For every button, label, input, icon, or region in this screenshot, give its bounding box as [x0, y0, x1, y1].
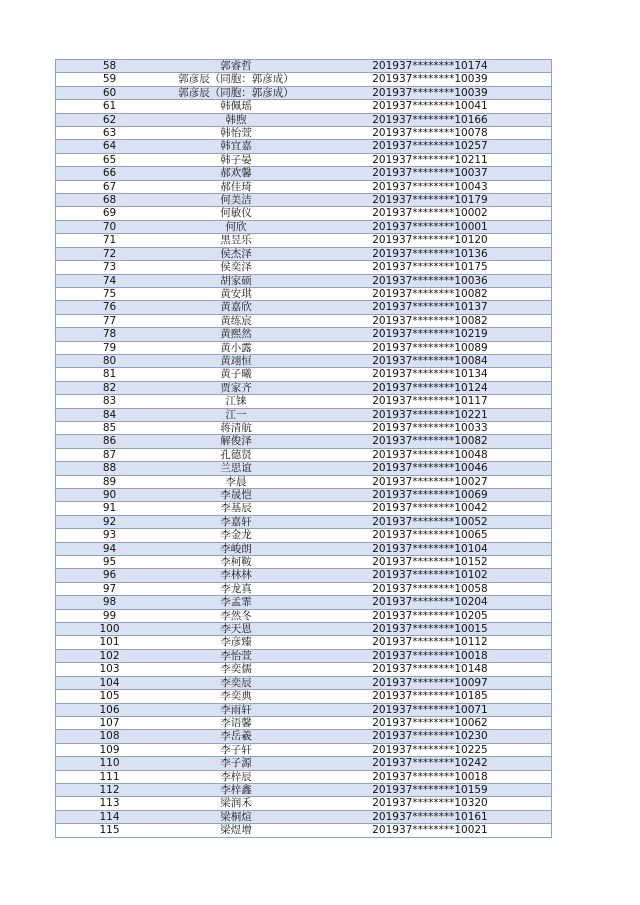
student-id-cell: 201937********10039: [309, 73, 552, 86]
student-name-cell: 李峻朗: [163, 542, 309, 555]
table-row: [56, 529, 552, 542]
row-number-cell: 61: [56, 100, 164, 113]
roster-sheet: [55, 59, 550, 838]
table-row: [56, 341, 552, 354]
student-name-cell: 江铼: [163, 395, 309, 408]
student-id-cell: 201937********10058: [309, 582, 552, 595]
student-id-cell: 201937********10082: [309, 435, 552, 448]
student-name-cell: 郭彦辰（同胞：郭彦成）: [163, 86, 309, 99]
student-name-cell: 李雨轩: [163, 703, 309, 716]
table-row: [56, 354, 552, 367]
table-row: [56, 140, 552, 153]
row-number-cell: 105: [56, 690, 164, 703]
table-row: [56, 234, 552, 247]
row-number-cell: 62: [56, 113, 164, 126]
student-id-cell: 201937********10102: [309, 569, 552, 582]
student-name-cell: 李柯鞍: [163, 556, 309, 569]
student-id-cell: 201937********10052: [309, 515, 552, 528]
row-number-cell: 101: [56, 636, 164, 649]
student-name-cell: 李怡萱: [163, 649, 309, 662]
student-name-cell: 李晨: [163, 475, 309, 488]
student-id-cell: 201937********10039: [309, 86, 552, 99]
student-id-cell: 201937********10148: [309, 663, 552, 676]
student-id-cell: 201937********10002: [309, 207, 552, 220]
table-row: [56, 475, 552, 488]
table-row: [56, 421, 552, 434]
student-id-cell: 201937********10071: [309, 703, 552, 716]
student-name-cell: 侯奕泽: [163, 261, 309, 274]
row-number-cell: 67: [56, 180, 164, 193]
table-row: [56, 757, 552, 770]
row-number-cell: 82: [56, 381, 164, 394]
table-row: [56, 435, 552, 448]
row-number-cell: 93: [56, 529, 164, 542]
row-number-cell: 84: [56, 408, 164, 421]
student-name-cell: 韩子晏: [163, 153, 309, 166]
student-name-cell: 韩佩瑶: [163, 100, 309, 113]
student-id-cell: 201937********10124: [309, 381, 552, 394]
table-row: [56, 730, 552, 743]
student-name-cell: 黄翊恒: [163, 354, 309, 367]
student-name-cell: 李嘉轩: [163, 515, 309, 528]
student-id-cell: 201937********10104: [309, 542, 552, 555]
student-name-cell: 李金龙: [163, 529, 309, 542]
table-row: [56, 743, 552, 756]
student-name-cell: 李奕典: [163, 690, 309, 703]
student-id-cell: 201937********10018: [309, 770, 552, 783]
table-row: [56, 220, 552, 233]
table-row: [56, 180, 552, 193]
student-name-cell: 贾家齐: [163, 381, 309, 394]
table-row: [56, 609, 552, 622]
student-name-cell: 何美洁: [163, 194, 309, 207]
student-name-cell: 李龙真: [163, 582, 309, 595]
student-id-cell: 201937********10082: [309, 314, 552, 327]
student-id-cell: 201937********10021: [309, 824, 552, 837]
student-id-cell: 201937********10159: [309, 783, 552, 796]
row-number-cell: 70: [56, 220, 164, 233]
student-id-cell: 201937********10033: [309, 421, 552, 434]
row-number-cell: 86: [56, 435, 164, 448]
row-number-cell: 102: [56, 649, 164, 662]
student-id-cell: 201937********10037: [309, 167, 552, 180]
row-number-cell: 66: [56, 167, 164, 180]
table-row: [56, 489, 552, 502]
student-name-cell: 李然冬: [163, 609, 309, 622]
row-number-cell: 76: [56, 301, 164, 314]
table-row: [56, 824, 552, 837]
row-number-cell: 97: [56, 582, 164, 595]
table-row: [56, 797, 552, 810]
row-number-cell: 74: [56, 274, 164, 287]
row-number-cell: 59: [56, 73, 164, 86]
table-row: [56, 287, 552, 300]
row-number-cell: 63: [56, 127, 164, 140]
row-number-cell: 103: [56, 663, 164, 676]
row-number-cell: 108: [56, 730, 164, 743]
row-number-cell: 99: [56, 609, 164, 622]
student-name-cell: 黑昱乐: [163, 234, 309, 247]
student-id-cell: 201937********10320: [309, 797, 552, 810]
table-row: [56, 502, 552, 515]
student-id-cell: 201937********10242: [309, 757, 552, 770]
student-name-cell: 孔德贤: [163, 448, 309, 461]
student-id-cell: 201937********10136: [309, 247, 552, 260]
table-row: [56, 274, 552, 287]
student-id-cell: 201937********10018: [309, 649, 552, 662]
table-row: [56, 703, 552, 716]
table-row: [56, 810, 552, 823]
table-row: [56, 381, 552, 394]
student-name-cell: 梁润禾: [163, 797, 309, 810]
row-number-cell: 85: [56, 421, 164, 434]
row-number-cell: 111: [56, 770, 164, 783]
student-id-cell: 201937********10120: [309, 234, 552, 247]
student-name-cell: 李基辰: [163, 502, 309, 515]
table-row: [56, 582, 552, 595]
student-name-cell: 韩煦: [163, 113, 309, 126]
table-row: [56, 716, 552, 729]
row-number-cell: 109: [56, 743, 164, 756]
row-number-cell: 89: [56, 475, 164, 488]
student-name-cell: 何敏仪: [163, 207, 309, 220]
student-name-cell: 李子轩: [163, 743, 309, 756]
student-name-cell: 韩宜嘉: [163, 140, 309, 153]
row-number-cell: 83: [56, 395, 164, 408]
table-row: [56, 127, 552, 140]
table-row: [56, 408, 552, 421]
row-number-cell: 79: [56, 341, 164, 354]
student-name-cell: 李孟霏: [163, 596, 309, 609]
student-name-cell: 李晟恺: [163, 489, 309, 502]
row-number-cell: 81: [56, 368, 164, 381]
row-number-cell: 92: [56, 515, 164, 528]
student-name-cell: 胡家硕: [163, 274, 309, 287]
roster-table: [55, 59, 552, 838]
student-name-cell: 梁桐煊: [163, 810, 309, 823]
student-name-cell: 李彦臻: [163, 636, 309, 649]
row-number-cell: 69: [56, 207, 164, 220]
student-name-cell: 侯杰泽: [163, 247, 309, 260]
row-number-cell: 78: [56, 328, 164, 341]
student-name-cell: 韩怡萱: [163, 127, 309, 140]
student-id-cell: 201937********10062: [309, 716, 552, 729]
student-name-cell: 黄小露: [163, 341, 309, 354]
table-row: [56, 596, 552, 609]
row-number-cell: 104: [56, 676, 164, 689]
row-number-cell: 72: [56, 247, 164, 260]
table-row: [56, 676, 552, 689]
row-number-cell: 88: [56, 462, 164, 475]
roster-table-body: [56, 60, 552, 838]
student-id-cell: 201937********10175: [309, 261, 552, 274]
student-name-cell: 郝佳琦: [163, 180, 309, 193]
row-number-cell: 60: [56, 86, 164, 99]
row-number-cell: 91: [56, 502, 164, 515]
row-number-cell: 95: [56, 556, 164, 569]
student-id-cell: 201937********10036: [309, 274, 552, 287]
row-number-cell: 98: [56, 596, 164, 609]
table-row: [56, 783, 552, 796]
student-id-cell: 201937********10185: [309, 690, 552, 703]
table-row: [56, 261, 552, 274]
student-id-cell: 201937********10089: [309, 341, 552, 354]
table-row: [56, 462, 552, 475]
student-name-cell: 江一: [163, 408, 309, 421]
student-name-cell: 黄练宸: [163, 314, 309, 327]
student-id-cell: 201937********10205: [309, 609, 552, 622]
student-id-cell: 201937********10112: [309, 636, 552, 649]
row-number-cell: 110: [56, 757, 164, 770]
student-id-cell: 201937********10257: [309, 140, 552, 153]
row-number-cell: 58: [56, 60, 164, 73]
student-id-cell: 201937********10230: [309, 730, 552, 743]
student-id-cell: 201937********10065: [309, 529, 552, 542]
table-row: [56, 247, 552, 260]
student-id-cell: 201937********10097: [309, 676, 552, 689]
student-id-cell: 201937********10134: [309, 368, 552, 381]
student-name-cell: 郝欢馨: [163, 167, 309, 180]
student-name-cell: 李语馨: [163, 716, 309, 729]
student-id-cell: 201937********10001: [309, 220, 552, 233]
student-name-cell: 李梓辰: [163, 770, 309, 783]
row-number-cell: 112: [56, 783, 164, 796]
student-name-cell: 黄熙然: [163, 328, 309, 341]
row-number-cell: 115: [56, 824, 164, 837]
row-number-cell: 100: [56, 623, 164, 636]
row-number-cell: 113: [56, 797, 164, 810]
row-number-cell: 90: [56, 489, 164, 502]
table-row: [56, 100, 552, 113]
row-number-cell: 87: [56, 448, 164, 461]
row-number-cell: 106: [56, 703, 164, 716]
student-id-cell: 201937********10152: [309, 556, 552, 569]
table-row: [56, 153, 552, 166]
student-id-cell: 201937********10041: [309, 100, 552, 113]
table-row: [56, 207, 552, 220]
row-number-cell: 77: [56, 314, 164, 327]
table-row: [56, 73, 552, 86]
student-id-cell: 201937********10117: [309, 395, 552, 408]
table-row: [56, 690, 552, 703]
student-id-cell: 201937********10015: [309, 623, 552, 636]
table-row: [56, 395, 552, 408]
student-name-cell: 解俊泽: [163, 435, 309, 448]
row-number-cell: 107: [56, 716, 164, 729]
row-number-cell: 68: [56, 194, 164, 207]
row-number-cell: 96: [56, 569, 164, 582]
table-row: [56, 60, 552, 73]
table-row: [56, 649, 552, 662]
student-id-cell: 201937********10161: [309, 810, 552, 823]
student-id-cell: 201937********10078: [309, 127, 552, 140]
student-name-cell: 李天恩: [163, 623, 309, 636]
table-row: [56, 770, 552, 783]
student-name-cell: 黄安琪: [163, 287, 309, 300]
student-id-cell: 201937********10221: [309, 408, 552, 421]
student-name-cell: 黄子曦: [163, 368, 309, 381]
student-name-cell: 何欣: [163, 220, 309, 233]
row-number-cell: 94: [56, 542, 164, 555]
table-row: [56, 328, 552, 341]
student-name-cell: 李梓鑫: [163, 783, 309, 796]
table-row: [56, 113, 552, 126]
table-row: [56, 368, 552, 381]
student-id-cell: 201937********10179: [309, 194, 552, 207]
student-name-cell: 李奕辰: [163, 676, 309, 689]
student-id-cell: 201937********10069: [309, 489, 552, 502]
row-number-cell: 73: [56, 261, 164, 274]
student-name-cell: 郭彦辰（同胞：郭彦成）: [163, 73, 309, 86]
table-row: [56, 86, 552, 99]
student-id-cell: 201937********10042: [309, 502, 552, 515]
student-id-cell: 201937********10043: [309, 180, 552, 193]
student-name-cell: 郭睿哲: [163, 60, 309, 73]
student-name-cell: 李奕儒: [163, 663, 309, 676]
table-row: [56, 542, 552, 555]
student-name-cell: 李林林: [163, 569, 309, 582]
student-name-cell: 蒋清航: [163, 421, 309, 434]
table-row: [56, 623, 552, 636]
table-row: [56, 663, 552, 676]
student-name-cell: 梁煜增: [163, 824, 309, 837]
student-id-cell: 201937********10048: [309, 448, 552, 461]
student-id-cell: 201937********10219: [309, 328, 552, 341]
student-name-cell: 兰思谊: [163, 462, 309, 475]
table-row: [56, 314, 552, 327]
student-id-cell: 201937********10225: [309, 743, 552, 756]
table-row: [56, 556, 552, 569]
student-name-cell: 李子源: [163, 757, 309, 770]
row-number-cell: 80: [56, 354, 164, 367]
student-id-cell: 201937********10046: [309, 462, 552, 475]
student-id-cell: 201937********10027: [309, 475, 552, 488]
student-id-cell: 201937********10084: [309, 354, 552, 367]
table-row: [56, 569, 552, 582]
row-number-cell: 75: [56, 287, 164, 300]
row-number-cell: 114: [56, 810, 164, 823]
table-row: [56, 636, 552, 649]
student-name-cell: 黄嘉欣: [163, 301, 309, 314]
table-row: [56, 194, 552, 207]
table-row: [56, 167, 552, 180]
student-id-cell: 201937********10174: [309, 60, 552, 73]
student-id-cell: 201937********10137: [309, 301, 552, 314]
student-id-cell: 201937********10204: [309, 596, 552, 609]
student-id-cell: 201937********10166: [309, 113, 552, 126]
student-name-cell: 李岳羲: [163, 730, 309, 743]
student-id-cell: 201937********10082: [309, 287, 552, 300]
row-number-cell: 71: [56, 234, 164, 247]
table-row: [56, 515, 552, 528]
table-row: [56, 448, 552, 461]
row-number-cell: 64: [56, 140, 164, 153]
student-id-cell: 201937********10211: [309, 153, 552, 166]
table-row: [56, 301, 552, 314]
row-number-cell: 65: [56, 153, 164, 166]
